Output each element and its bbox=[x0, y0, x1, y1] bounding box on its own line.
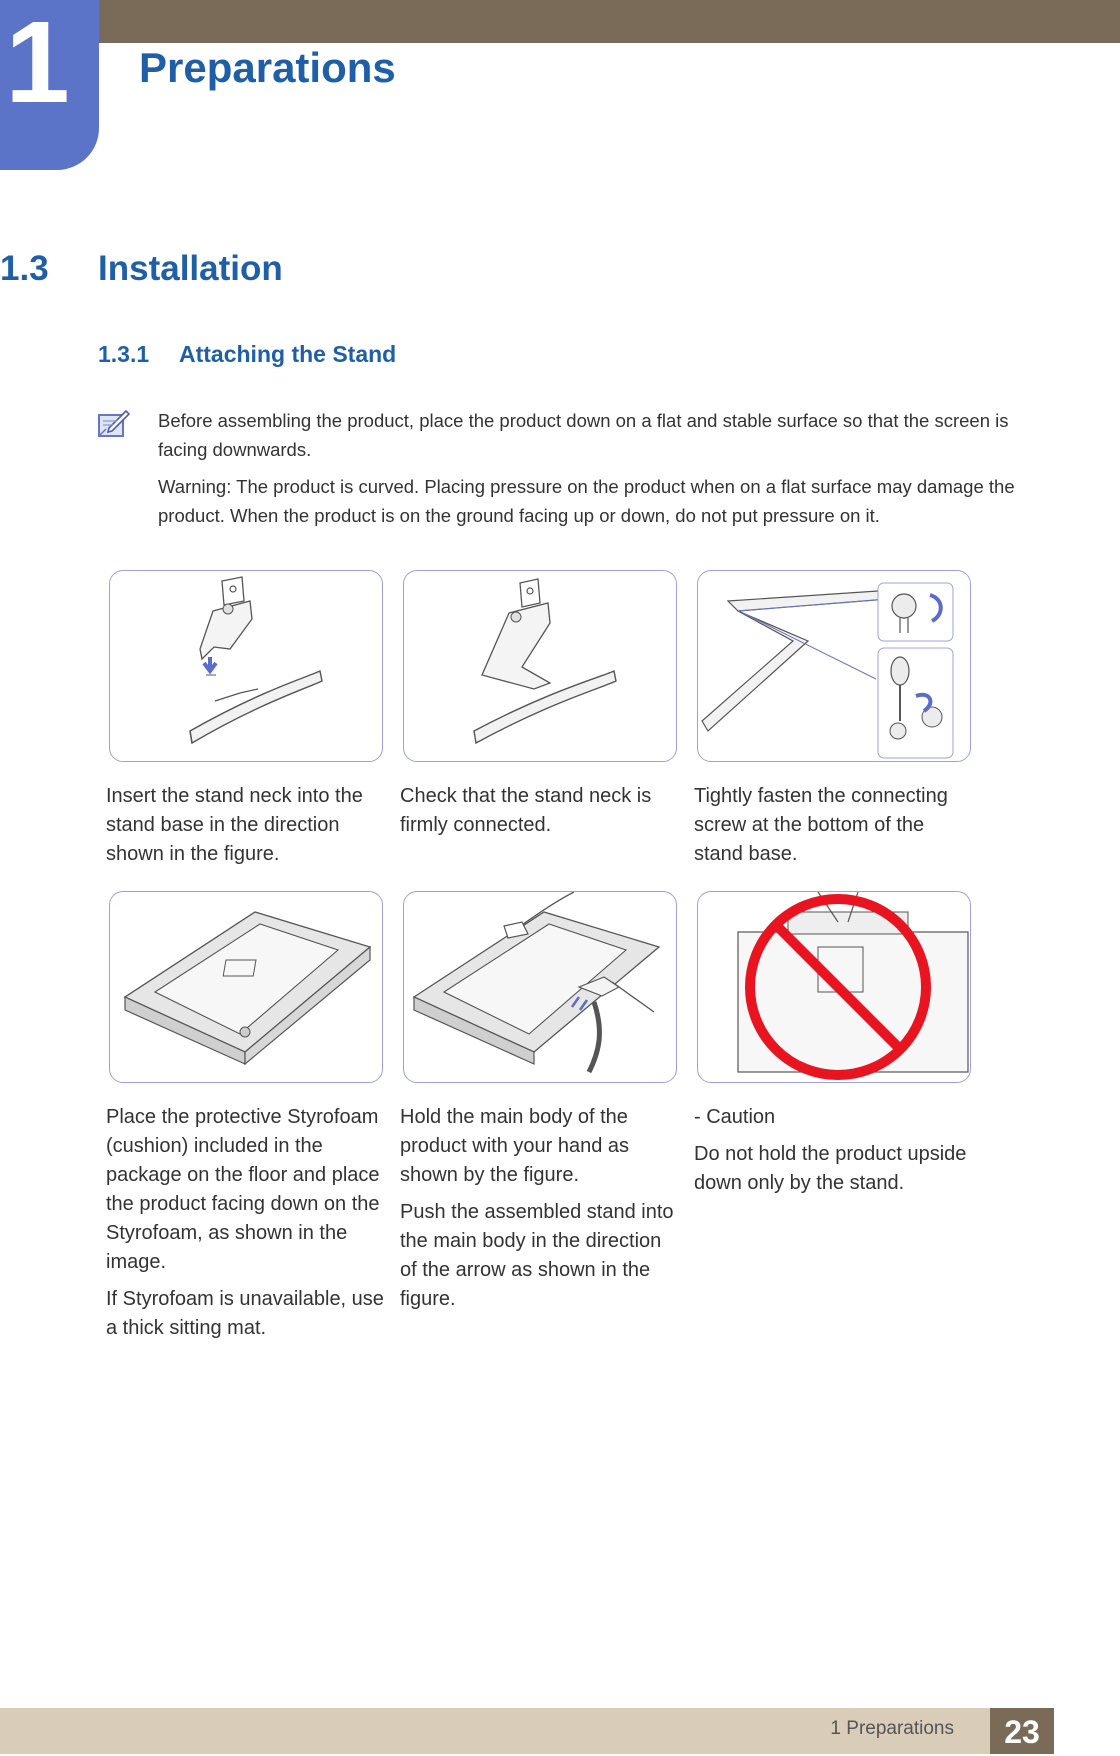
note-block bbox=[158, 406, 1038, 538]
step-caption bbox=[106, 1103, 386, 1351]
section-number: 1.3 bbox=[0, 249, 49, 288]
step-text: Do not hold the product upside down only by the stand. bbox=[694, 1143, 967, 1194]
section-heading bbox=[0, 249, 283, 289]
step-text: Tightly fasten the connecting screw at the bottom of the stand base. bbox=[694, 785, 948, 865]
step-caption bbox=[400, 1103, 680, 1322]
stand-neck-connected-figure bbox=[403, 570, 677, 762]
chapter-number: 1 bbox=[5, 0, 70, 127]
note-paragraph: Warning: The product is curved. Placing pressure on the product when on a flat surface may damage the product. When the product is on the ground facing up or down, do not put pressure on it. bbox=[158, 476, 1015, 526]
subsection-number: 1.3.1 bbox=[98, 341, 150, 367]
step-caption bbox=[106, 782, 386, 877]
stand-neck-insert-figure bbox=[109, 570, 383, 762]
connecting-screw-figure bbox=[697, 570, 971, 762]
top-bar bbox=[99, 0, 1120, 43]
note-pencil-icon bbox=[97, 409, 131, 438]
step-text: Insert the stand neck into the stand base in the direction shown in the figure. bbox=[106, 785, 363, 865]
footer-spacer bbox=[1054, 1708, 1120, 1754]
step-text: Hold the main body of the product with your hand as shown by the figure. bbox=[400, 1106, 630, 1186]
step-caption bbox=[400, 782, 680, 848]
push-stand-figure bbox=[403, 891, 677, 1083]
step-caption bbox=[694, 1103, 974, 1206]
section-title: Installation bbox=[98, 249, 283, 288]
step-caption bbox=[694, 782, 974, 877]
chapter-number-tab bbox=[0, 0, 99, 170]
caution-label: - Caution bbox=[694, 1106, 776, 1128]
subsection-title: Attaching the Stand bbox=[179, 341, 397, 367]
step-text: Push the assembled stand into the main body in the direction of the arrow as shown in the figure. bbox=[400, 1201, 674, 1310]
caution-prohibited-figure bbox=[697, 891, 971, 1083]
step-text: Check that the stand neck is firmly connected. bbox=[400, 785, 652, 836]
step-text: Place the protective Styrofoam (cushion) included in the package on the floor and place the product facing down on the Styrofoam, as shown in the image. bbox=[106, 1106, 380, 1273]
page-number: 23 bbox=[990, 1708, 1054, 1754]
footer-label: 1 Preparations bbox=[830, 1718, 954, 1739]
chapter-title: Preparations bbox=[139, 44, 396, 91]
footer-bar bbox=[0, 1708, 990, 1754]
styrofoam-placement-figure bbox=[109, 891, 383, 1083]
subsection-heading bbox=[98, 341, 396, 368]
note-paragraph: Before assembling the product, place the product down on a flat and stable surface so that the screen is facing downwards. bbox=[158, 410, 1009, 460]
step-text: If Styrofoam is unavailable, use a thick sitting mat. bbox=[106, 1288, 384, 1339]
